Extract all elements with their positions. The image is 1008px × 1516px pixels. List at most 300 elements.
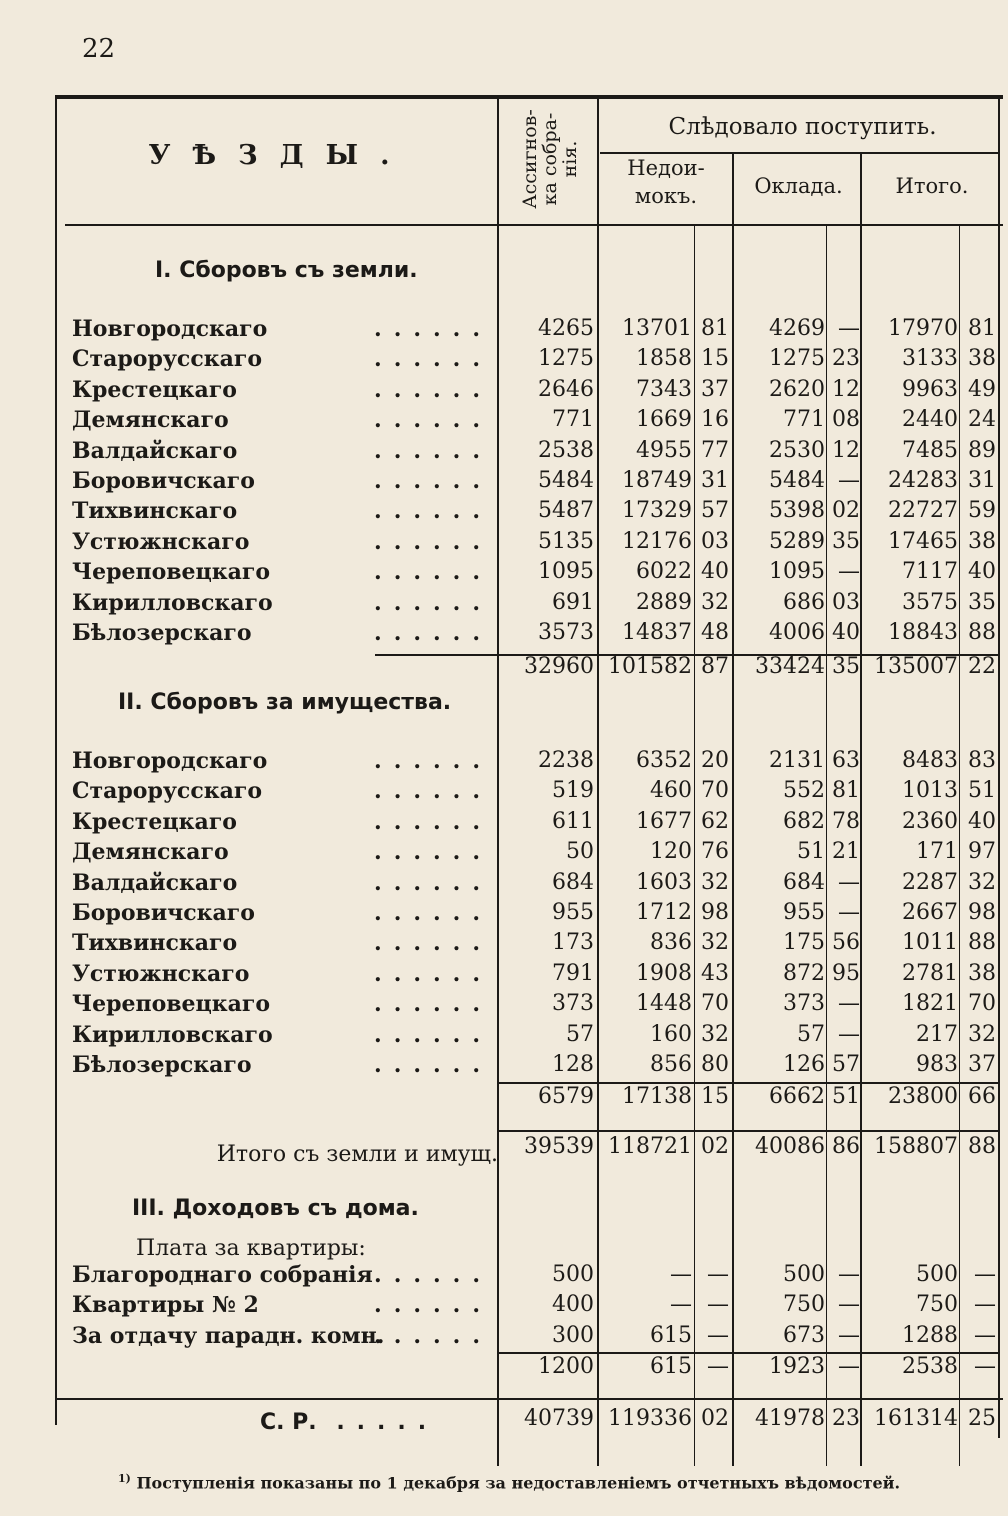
- cell-b2: 20: [701, 748, 729, 773]
- row-name-text: Благороднаго собранія: [72, 1262, 373, 1288]
- section-house-title: III. Доходовъ съ дома.: [132, 1196, 419, 1221]
- cell-d2: 38: [968, 960, 996, 986]
- row-name-text: Валдайскаго: [72, 869, 238, 896]
- row-name-text: Череповецкаго: [72, 991, 271, 1018]
- cell-c2: 81: [832, 778, 860, 804]
- cell-d2: 88: [968, 1134, 996, 1159]
- cell-b2: 48: [701, 620, 729, 645]
- total-row: [0, 1406, 1008, 1436]
- row-name: [72, 346, 492, 372]
- cell-d1: 22727: [888, 498, 958, 524]
- leader-dots: ......: [374, 376, 492, 403]
- cell-d1: 3575: [902, 589, 958, 615]
- cell-b2: —: [707, 1354, 729, 1379]
- leader-dots: ......: [374, 748, 492, 774]
- row-name: [72, 748, 492, 774]
- grand-total-label-text: С. Р.: [260, 1410, 317, 1435]
- cell-d1: 217: [916, 1021, 958, 1047]
- row-name: [72, 377, 492, 403]
- cell-b1: 1448: [636, 991, 692, 1017]
- row-name-text: Устюжнскаго: [72, 528, 250, 555]
- row-name-text: Тихвинскаго: [72, 498, 238, 525]
- cell-d2: 51: [968, 778, 996, 804]
- cell-c1: 750: [783, 1292, 825, 1318]
- leader-dots: ......: [374, 468, 492, 494]
- cell-b1: —: [670, 1292, 692, 1318]
- cell-d2: —: [974, 1322, 996, 1348]
- cell-a: 1200: [538, 1354, 594, 1379]
- section-property-title: II. Сборовъ за имущества.: [118, 690, 452, 715]
- row-name: [72, 407, 492, 433]
- cell-c1: 33424: [755, 654, 825, 679]
- cell-c1: 2530: [769, 437, 825, 463]
- table-row: [0, 407, 1008, 437]
- cell-c2: 21: [832, 839, 860, 865]
- cell-c2: —: [838, 1262, 860, 1287]
- leader-dots: ......: [374, 839, 492, 866]
- cell-a: 5487: [538, 498, 594, 524]
- row-name-text: Крестецкаго: [72, 376, 237, 403]
- cell-c1: 686: [783, 589, 825, 615]
- cell-d1: 2440: [902, 407, 958, 433]
- cell-a: 373: [552, 991, 594, 1017]
- cell-b2: 16: [701, 407, 729, 433]
- cell-b1: 101582: [608, 654, 692, 679]
- cell-c1: 57: [797, 1021, 825, 1047]
- cell-c2: 35: [832, 654, 860, 679]
- row-name-text: Новгородскаго: [72, 748, 268, 774]
- table-row: [0, 559, 1008, 589]
- row-name-text: Устюжнскаго: [72, 960, 250, 987]
- table-row: [0, 1052, 1008, 1082]
- cell-c2: —: [838, 1292, 860, 1318]
- cell-a: 2646: [538, 376, 594, 402]
- leader-dots: ......: [374, 869, 492, 896]
- cell-a: 300: [552, 1322, 594, 1348]
- cell-c2: 35: [832, 528, 860, 554]
- cell-d1: 158807: [874, 1134, 958, 1159]
- cell-c2: 63: [832, 748, 860, 773]
- cell-c2: 86: [832, 1134, 860, 1159]
- cell-d2: —: [974, 1354, 996, 1379]
- row-name-text: Кирилловскаго: [72, 1021, 273, 1048]
- cell-b1: 6352: [636, 748, 692, 773]
- cell-a: 2238: [538, 748, 594, 773]
- cell-c1: 771: [783, 407, 825, 433]
- combined-total-rule: [497, 1130, 1000, 1132]
- cell-b1: 1677: [636, 808, 692, 834]
- table-row: [0, 961, 1008, 991]
- table-row: [0, 1323, 1008, 1353]
- header-assignment: [500, 100, 600, 218]
- table-row: [0, 900, 1008, 930]
- total-row: [0, 1084, 1008, 1114]
- cell-a: 500: [552, 1262, 594, 1287]
- cell-a: 771: [552, 407, 594, 433]
- cell-d1: 1821: [902, 991, 958, 1017]
- cell-b1: 18749: [622, 468, 692, 493]
- cell-c1: 175: [783, 930, 825, 956]
- cell-c1: 955: [783, 900, 825, 925]
- cell-c1: 872: [783, 960, 825, 986]
- cell-b1: 856: [650, 1052, 692, 1077]
- cell-d2: 98: [968, 900, 996, 925]
- cell-c1: 673: [783, 1322, 825, 1348]
- table-row: [0, 316, 1008, 346]
- cell-b2: 87: [701, 654, 729, 679]
- cell-c2: 12: [832, 376, 860, 402]
- table-row: [0, 377, 1008, 407]
- table-row: [0, 346, 1008, 376]
- table-row: [0, 1262, 1008, 1292]
- cell-c1: 41978: [755, 1406, 825, 1431]
- row-name-text: Квартиры № 2: [72, 1292, 259, 1319]
- cell-c1: 126: [783, 1052, 825, 1077]
- row-name-text: Старорусскаго: [72, 778, 263, 805]
- leader-dots: ......: [374, 498, 492, 525]
- leader-dots: ......: [374, 1052, 492, 1078]
- cell-d1: 983: [916, 1052, 958, 1077]
- cell-a: 1275: [538, 346, 594, 372]
- table-row: [0, 498, 1008, 528]
- cell-c1: 40086: [755, 1134, 825, 1159]
- leader-dots: ......: [374, 960, 492, 987]
- cell-d2: 83: [968, 748, 996, 773]
- page-number: 22: [82, 34, 116, 64]
- cell-b2: 81: [701, 316, 729, 341]
- total-row: [0, 654, 1008, 684]
- cell-c1: 4006: [769, 620, 825, 645]
- cell-d2: 66: [968, 1084, 996, 1109]
- cell-d1: 2360: [902, 808, 958, 834]
- section-land-title: I. Сборовъ съ земли.: [155, 258, 418, 283]
- header-nedoimok: Недои- мокъ.: [627, 156, 705, 208]
- cell-d1: 23800: [888, 1084, 958, 1109]
- row-name: [72, 870, 492, 896]
- cell-d1: 500: [916, 1262, 958, 1287]
- cell-b1: 4955: [636, 437, 692, 463]
- cell-d1: 3133: [902, 346, 958, 372]
- row-name-text: Кирилловскаго: [72, 589, 273, 616]
- cell-a: 5484: [538, 468, 594, 493]
- leader-dots: ......: [374, 346, 492, 373]
- table-row: [0, 1292, 1008, 1322]
- row-name: [72, 839, 492, 865]
- header-bottom-rule: [65, 224, 1003, 226]
- header-assignment-text: Ассигнов- ка собра- нія.: [519, 109, 581, 209]
- cell-b1: —: [670, 1262, 692, 1287]
- cell-d1: 8483: [902, 748, 958, 773]
- leader-dots: ......: [374, 316, 492, 342]
- cell-d2: 59: [968, 498, 996, 524]
- cell-a: 691: [552, 589, 594, 615]
- row-name: [72, 559, 492, 585]
- row-name-text: Боровичскаго: [72, 900, 255, 926]
- header-sledovalo: Слѣдовало поступить.: [668, 114, 937, 140]
- cell-b2: 98: [701, 900, 729, 925]
- cell-d2: 35: [968, 589, 996, 615]
- leader-dots: ......: [374, 900, 492, 926]
- cell-d2: 38: [968, 346, 996, 372]
- row-name-text: Бѣлозерскаго: [72, 620, 252, 646]
- cell-c1: 1923: [769, 1354, 825, 1379]
- cell-b2: 32: [701, 930, 729, 956]
- row-name-text: Новгородскаго: [72, 316, 268, 342]
- cell-a: 791: [552, 960, 594, 986]
- cell-b2: 03: [701, 528, 729, 554]
- row-name: [72, 778, 492, 804]
- footnote: [118, 1472, 900, 1492]
- cell-c2: 95: [832, 960, 860, 986]
- cell-c2: —: [838, 1021, 860, 1047]
- row-name-text: Валдайскаго: [72, 437, 238, 464]
- row-name-text: Бѣлозерскаго: [72, 1052, 252, 1078]
- cell-c1: 684: [783, 869, 825, 895]
- cell-d1: 161314: [874, 1406, 958, 1431]
- row-name: [72, 961, 492, 987]
- leader-dots: ......: [374, 808, 492, 835]
- row-name: [72, 590, 492, 616]
- cell-b1: 615: [650, 1322, 692, 1348]
- cell-d2: —: [974, 1262, 996, 1287]
- row-name: [72, 529, 492, 555]
- cell-d2: 70: [968, 991, 996, 1017]
- cell-d1: 1288: [902, 1322, 958, 1348]
- cell-b1: 17329: [622, 498, 692, 524]
- cell-b1: 17138: [622, 1084, 692, 1109]
- row-name-text: Крестецкаго: [72, 808, 237, 835]
- cell-c1: 2131: [769, 748, 825, 773]
- cell-b2: 31: [701, 468, 729, 493]
- house-heading: Плата за квартиры:: [136, 1236, 366, 1261]
- cell-d2: 25: [968, 1406, 996, 1431]
- cell-c1: 2620: [769, 376, 825, 402]
- cell-b2: 02: [701, 1406, 729, 1431]
- cell-c1: 6662: [769, 1084, 825, 1109]
- cell-c2: 51: [832, 1084, 860, 1109]
- cell-d1: 1013: [902, 778, 958, 804]
- row-name: [72, 991, 492, 1017]
- cell-a: 173: [552, 930, 594, 956]
- row-name: [72, 498, 492, 524]
- cell-c1: 1095: [769, 559, 825, 585]
- cell-a: 519: [552, 778, 594, 804]
- cell-d2: 88: [968, 930, 996, 956]
- cell-a: 32960: [524, 654, 594, 679]
- cell-c1: 5398: [769, 498, 825, 524]
- cell-c2: 03: [832, 589, 860, 615]
- cell-b2: 32: [701, 589, 729, 615]
- cell-b1: 1669: [636, 407, 692, 433]
- cell-b2: 32: [701, 1021, 729, 1047]
- cell-c1: 5484: [769, 468, 825, 493]
- cell-b1: 160: [650, 1021, 692, 1047]
- cell-a: 1095: [538, 559, 594, 585]
- cell-b2: —: [707, 1262, 729, 1287]
- cell-c2: —: [838, 468, 860, 493]
- cell-c1: 682: [783, 808, 825, 834]
- leader-dots: ......: [374, 1262, 492, 1288]
- cell-c1: 1275: [769, 346, 825, 372]
- leader-dots: ......: [374, 589, 492, 616]
- table-row: [0, 778, 1008, 808]
- row-name: [72, 930, 492, 956]
- header-itogo: Итого.: [895, 174, 969, 198]
- row-name-text: Демянскаго: [72, 407, 229, 434]
- cell-b2: 70: [701, 991, 729, 1017]
- cell-b2: 37: [701, 376, 729, 402]
- row-name: [72, 1292, 492, 1318]
- cell-a: 50: [566, 839, 594, 865]
- cell-c2: 78: [832, 808, 860, 834]
- table-top-rule: [55, 95, 1003, 99]
- cell-a: 4265: [538, 316, 594, 341]
- combined-total-label: Итого съ земли и имущ.: [216, 1142, 498, 1167]
- cell-d2: 81: [968, 316, 996, 341]
- table-row: [0, 930, 1008, 960]
- cell-c2: 12: [832, 437, 860, 463]
- cell-b1: 615: [650, 1354, 692, 1379]
- leader-dots: ......: [374, 1292, 492, 1319]
- cell-a: 955: [552, 900, 594, 925]
- table-row: [0, 870, 1008, 900]
- cell-a: 3573: [538, 620, 594, 645]
- cell-b1: 7343: [636, 376, 692, 402]
- cell-c2: —: [838, 991, 860, 1017]
- cell-b1: 836: [650, 930, 692, 956]
- cell-d2: 32: [968, 869, 996, 895]
- cell-a: 2538: [538, 437, 594, 463]
- table-row: [0, 468, 1008, 498]
- cell-b1: 14837: [622, 620, 692, 645]
- cell-b2: 02: [701, 1134, 729, 1159]
- cell-d1: 24283: [888, 468, 958, 493]
- table-row: [0, 1022, 1008, 1052]
- cell-b1: 460: [650, 778, 692, 804]
- row-name: [72, 316, 492, 342]
- table-row: [0, 809, 1008, 839]
- cell-a: 40739: [524, 1406, 594, 1431]
- row-name-text: За отдачу парадн. комн.: [72, 1322, 385, 1349]
- cell-c1: 500: [783, 1262, 825, 1287]
- table-row: [0, 438, 1008, 468]
- leader-dots: ......: [374, 991, 492, 1018]
- cell-d1: 9963: [902, 376, 958, 402]
- cell-d2: 37: [968, 1052, 996, 1077]
- cell-a: 611: [552, 808, 594, 834]
- cell-b2: —: [707, 1292, 729, 1318]
- cell-c2: 23: [832, 1406, 860, 1431]
- cell-a: 684: [552, 869, 594, 895]
- cell-b2: 62: [701, 808, 729, 834]
- cell-c2: —: [838, 869, 860, 895]
- table-row: [0, 590, 1008, 620]
- cell-b1: 1858: [636, 346, 692, 372]
- cell-d1: 17465: [888, 528, 958, 554]
- cell-b1: 12176: [622, 528, 692, 554]
- footnote-mark: 1): [118, 1472, 131, 1485]
- table-row: [0, 620, 1008, 650]
- row-name: [72, 1052, 492, 1078]
- cell-c2: —: [838, 559, 860, 585]
- cell-d1: 1011: [902, 930, 958, 956]
- total-row: [0, 1354, 1008, 1384]
- cell-b2: 32: [701, 869, 729, 895]
- cell-d2: 49: [968, 376, 996, 402]
- cell-b2: —: [707, 1322, 729, 1348]
- cell-b1: 1603: [636, 869, 692, 895]
- cell-d2: 31: [968, 468, 996, 493]
- cell-c2: —: [838, 900, 860, 925]
- cell-b1: 2889: [636, 589, 692, 615]
- leader-dots: ......: [374, 1021, 492, 1048]
- row-name-text: Боровичскаго: [72, 468, 255, 494]
- cell-a: 57: [566, 1021, 594, 1047]
- cell-d2: 38: [968, 528, 996, 554]
- cell-b2: 15: [701, 1084, 729, 1109]
- table-row: [0, 991, 1008, 1021]
- cell-d1: 2667: [902, 900, 958, 925]
- cell-d2: 32: [968, 1021, 996, 1047]
- row-name: [72, 438, 492, 464]
- leader-dots: ......: [374, 528, 492, 555]
- cell-c1: 51: [797, 839, 825, 865]
- cell-b2: 15: [701, 346, 729, 372]
- cell-c1: 5289: [769, 528, 825, 554]
- leader-dots: ......: [374, 407, 492, 434]
- cell-c2: 40: [832, 620, 860, 645]
- cell-a: 128: [552, 1052, 594, 1077]
- cell-b2: 43: [701, 960, 729, 986]
- cell-d2: 22: [968, 654, 996, 679]
- total-row: [0, 1134, 1008, 1164]
- cell-d2: 89: [968, 437, 996, 463]
- row-name: [72, 620, 492, 646]
- leader-dots: ......: [374, 778, 492, 805]
- row-name-text: Старорусскаго: [72, 346, 263, 373]
- row-name: [72, 1022, 492, 1048]
- cell-b1: 119336: [608, 1406, 692, 1431]
- table-row: [0, 529, 1008, 559]
- leader-dots: ......: [374, 437, 492, 464]
- row-name-text: Тихвинскаго: [72, 930, 238, 957]
- row-name: [72, 900, 492, 926]
- cell-b1: 118721: [608, 1134, 692, 1159]
- cell-b1: 1712: [636, 900, 692, 925]
- row-name: [72, 1262, 492, 1288]
- cell-c2: 57: [832, 1052, 860, 1077]
- cell-d2: 40: [968, 808, 996, 834]
- header-uezdy: УѢЗДЫ.: [148, 140, 412, 171]
- cell-c2: —: [838, 1354, 860, 1379]
- footnote-text: Поступленія показаны по 1 декабря за недоставленіемъ отчетныхъ вѣдомостей.: [136, 1473, 901, 1493]
- cell-b1: 13701: [622, 316, 692, 341]
- cell-d2: 24: [968, 407, 996, 433]
- cell-d2: —: [974, 1292, 996, 1318]
- cell-c2: 23: [832, 346, 860, 372]
- table-row: [0, 748, 1008, 778]
- cell-b1: 6022: [636, 559, 692, 585]
- row-name: [72, 1323, 492, 1349]
- cell-b1: 1908: [636, 960, 692, 986]
- cell-c1: 552: [783, 778, 825, 804]
- row-name: [72, 809, 492, 835]
- cell-d1: 750: [916, 1292, 958, 1318]
- cell-a: 39539: [524, 1134, 594, 1159]
- cell-d1: 2287: [902, 869, 958, 895]
- leader-dots: ......: [374, 1322, 492, 1349]
- cell-d2: 40: [968, 559, 996, 585]
